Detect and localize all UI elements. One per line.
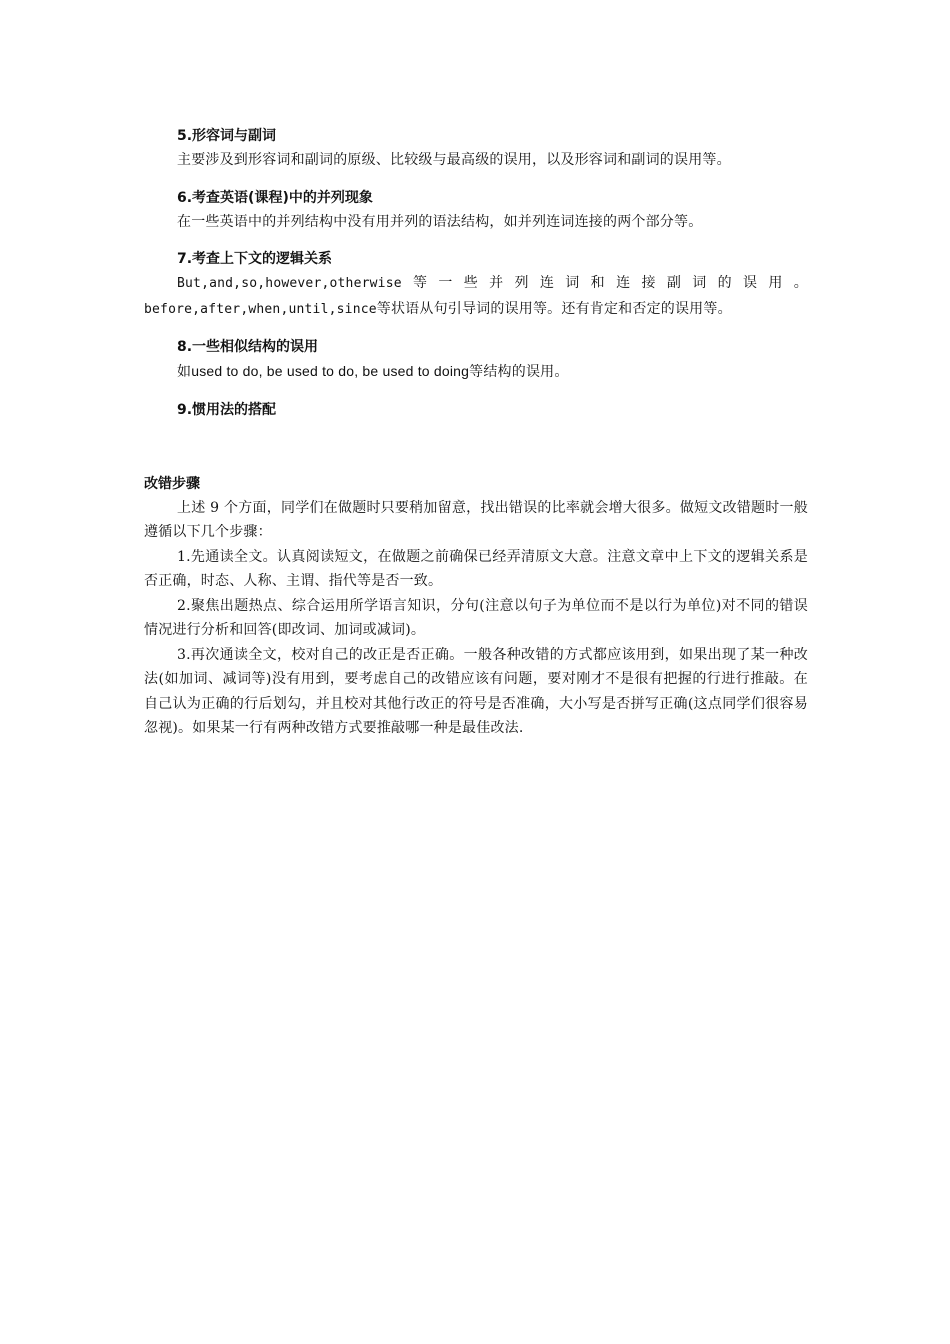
- section-heading-5: 5.形容词与副词: [177, 128, 277, 144]
- spacer: [144, 322, 808, 335]
- english-structures: used to do, be used to do, be used to doing: [191, 363, 470, 379]
- clause-word-list: before,after,when,until,since: [144, 301, 377, 317]
- section-heading-6: 6.考查英语(课程)中的并列现象: [177, 189, 373, 206]
- section-body-7-line1-text: 等一些并列连词和连接副词的误用。: [401, 275, 808, 291]
- step-item-1: 1.先通读全文。认真阅读短文，在做题之前确保已经弄清原文大意。注意文章中上下文的逻辑关系是否正确，时态、人称、主谓、指代等是否一致。: [144, 548, 808, 589]
- steps-title: 改错步骤: [144, 475, 200, 492]
- document-page: [144, 124, 808, 741]
- section-heading-8: 8.一些相似结构的误用: [177, 339, 319, 355]
- section-body-7-continued: [144, 297, 808, 323]
- section-heading-7: 7.考查上下文的逻辑关系: [177, 251, 333, 267]
- section-body-5: 主要涉及到形容词和副词的原级、比较级与最高级的误用，以及形容词和副词的误用等。: [177, 152, 731, 168]
- steps-intro: 上述 9 个方面，同学们在做题时只要稍加留意，找出错误的比率就会增大很多。做短文改错题时一般遵循以下几个步骤：: [144, 499, 808, 540]
- section-body-7: [144, 271, 808, 297]
- section-body-8-prefix: 如: [177, 364, 192, 380]
- spacer: [144, 422, 808, 472]
- spacer: [144, 234, 808, 247]
- step-item-3: 3.再次通读全文，校对自己的改正是否正确。一般各种改错的方式都应该用到，如果出现了某一种改法(如加词、减词等)没有用到，要考虑自己的改错应该有问题，要对刚才不是很有把握的行进行推敲。在自己认为正确的行后划勾，并且校对其他行改正的符号是否准确，大小写是否拼写正确(这点同学们很容易忽视)。如果某一行有两种改错方式要推敲哪一种是最佳改法.: [144, 646, 808, 736]
- section-body-8-suffix: 等结构的误用。: [469, 364, 569, 380]
- section-body-6: 在一些英语中的并列结构中没有用并列的语法结构，如并列连词连接的两个部分等。: [177, 213, 703, 230]
- spacer: [144, 385, 808, 398]
- section-heading-9: 9.惯用法的搭配: [177, 401, 277, 418]
- step-item-2: 2.聚焦出题热点、综合运用所学语言知识，分句(注意以句子为单位而不是以行为单位)对不同的错误情况进行分析和回答(即改词、加词或减词)。: [144, 597, 808, 638]
- section-body-7-line2-text: 等状语从句引导词的误用等。还有肯定和否定的误用等。: [376, 300, 732, 317]
- spacer: [144, 173, 808, 186]
- section-body-8: [144, 359, 808, 385]
- conjunction-list: But,and,so,however,otherwise: [177, 276, 402, 291]
